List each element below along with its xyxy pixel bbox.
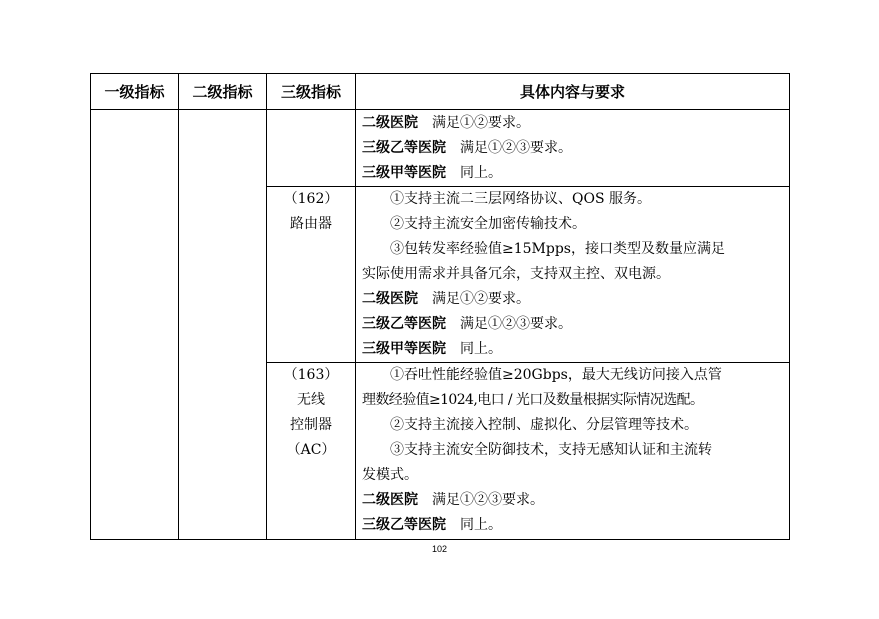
ac-content-cell	[356, 363, 790, 540]
ac-label-name-3: （AC）	[286, 442, 336, 458]
content-cell-continued	[356, 110, 790, 187]
requirement-item: ③支持主流安全防御技术，支持无感知认证和主流转	[390, 442, 712, 458]
ac-label-num: （163）	[283, 367, 339, 383]
requirement-item-continued: 理数经验值≥1024,电口 / 光口及数量根据实际情况选配。	[362, 392, 704, 408]
header-level3: 三级指标	[267, 74, 356, 110]
hospital-level-line: 三级乙等医院 满足①②③要求。	[362, 316, 572, 332]
router-label-cell	[267, 187, 356, 363]
ac-label-cell	[267, 363, 356, 540]
hospital-level-line: 三级乙等医院 满足①②③要求。	[362, 140, 572, 156]
ac-label-name-2: 控制器	[290, 417, 332, 433]
level2-cell	[179, 110, 267, 540]
table-row	[91, 110, 790, 187]
level1-cell	[91, 110, 179, 540]
page-number: 102	[431, 544, 448, 554]
hospital-level-line: 二级医院 满足①②要求。	[362, 291, 530, 307]
requirement-item: ③包转发率经验值≥15Mpps，接口类型及数量应满足	[390, 241, 725, 257]
hospital-level-line: 二级医院 满足①②③要求。	[362, 492, 544, 508]
requirement-item-continued: 发模式。	[362, 467, 418, 483]
requirement-item-continued: 实际使用需求并具备冗余，支持双主控、双电源。	[362, 266, 670, 282]
header-content: 具体内容与要求	[356, 74, 790, 110]
header-level2: 二级指标	[179, 74, 267, 110]
level3-cell-continued	[267, 110, 356, 187]
requirement-item: ②支持主流接入控制、虚拟化、分层管理等技术。	[390, 417, 698, 433]
requirement-item: ②支持主流安全加密传输技术。	[390, 216, 586, 232]
hospital-level-line: 二级医院 满足①②要求。	[362, 115, 530, 131]
header-level1: 一级指标	[91, 74, 179, 110]
header-row	[91, 74, 790, 110]
ac-label-name-1: 无线	[297, 392, 325, 408]
router-content-cell	[356, 187, 790, 363]
router-label-num: （162）	[283, 191, 339, 207]
requirement-item: ①吞吐性能经验值≥20Gbps，最大无线访问接入点管	[390, 367, 722, 383]
spec-table	[90, 73, 790, 540]
hospital-level-line: 三级乙等医院 同上。	[362, 517, 502, 533]
requirement-item: ①支持主流二三层网络协议、QOS 服务。	[390, 191, 651, 207]
hospital-level-line: 三级甲等医院 同上。	[362, 341, 502, 357]
hospital-level-line: 三级甲等医院 同上。	[362, 165, 502, 181]
router-label-name: 路由器	[290, 216, 332, 232]
